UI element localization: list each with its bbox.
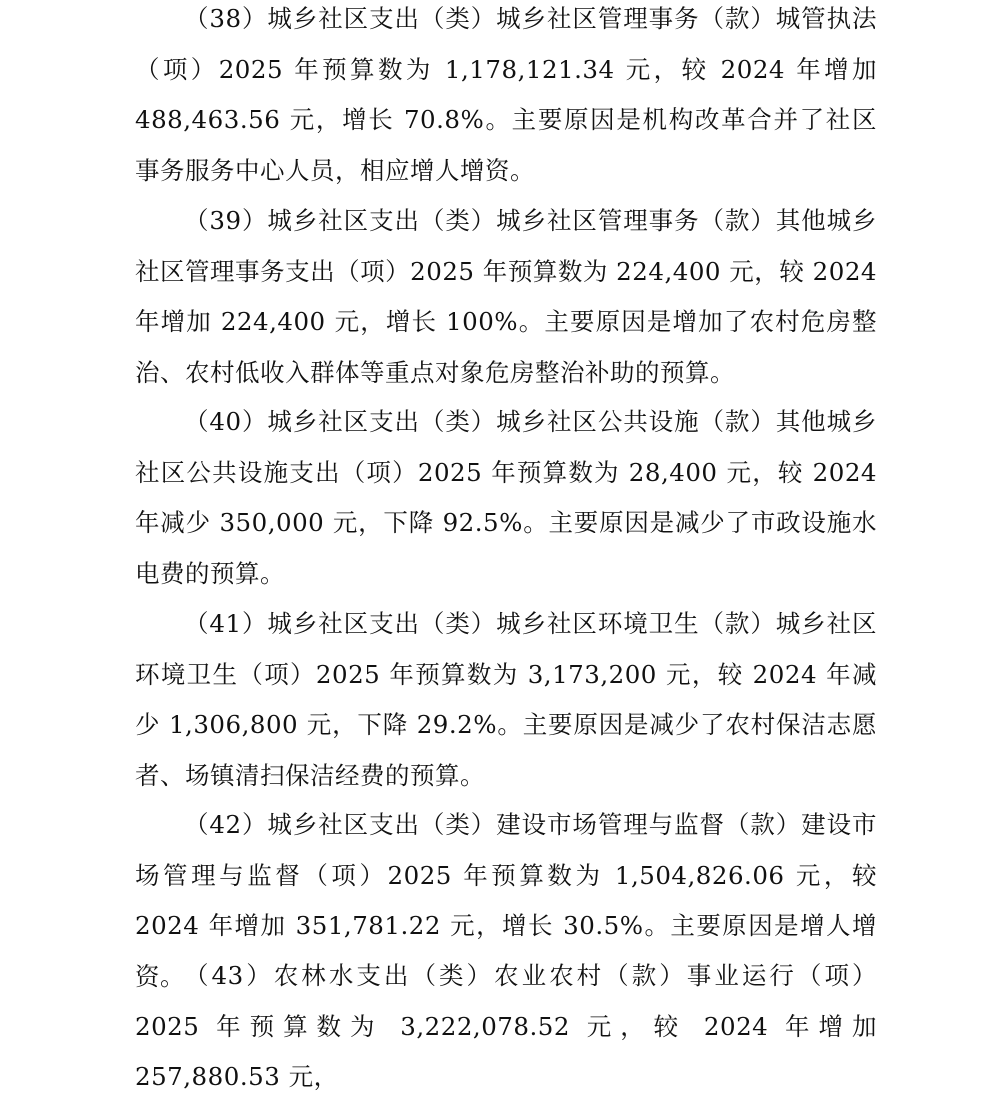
paragraph-38: （38）城乡社区支出（类）城乡社区管理事务（款）城管执法（项）2025 年预算数为 1,178,121.34 元，较 2024 年增加 488,463.56 元，增长 70.8%。主要原因是机构改革合并了社区事务服务中心人员，相应增人增资。 [135,4,877,185]
paragraph-42: （42）城乡社区支出（类）建设市场管理与监督（款）建设市场管理与监督（项）2025 年预算数为 1,504,826.06 元，较 2024 年增加 351,781.22 元，增长 30.5%。主要原因是增人增资。 [135,810,877,991]
paragraph-43: （43）农林水支出（类）农业农村（款）事业运行（项）2025 年预算数为 3,222,078.52 元，较 2024 年增加 257,880.53 元， [135,961,877,1091]
paragraph-40: （40）城乡社区支出（类）城乡社区公共设施（款）其他城乡社区公共设施支出（项）2025 年预算数为 28,400 元，较 2024 年减少 350,000 元，下降 92.5%。主要原因是减少了市政设施水电费的预算。 [135,407,877,588]
paragraph-41: （41）城乡社区支出（类）城乡社区环境卫生（款）城乡社区环境卫生（项）2025 年预算数为 3,173,200 元，较 2024 年减少 1,306,800 元，下降 29.2%。主要原因是减少了农村保洁志愿者、场镇清扫保洁经费的预算。 [135,609,877,790]
paragraph-39: （39）城乡社区支出（类）城乡社区管理事务（款）其他城乡社区管理事务支出（项）2025 年预算数为 224,400 元，较 2024 年增加 224,400 元，增长 100%。主要原因是增加了农村危房整治、农村低收入群体等重点对象危房整治补助的预算。 [135,206,877,387]
